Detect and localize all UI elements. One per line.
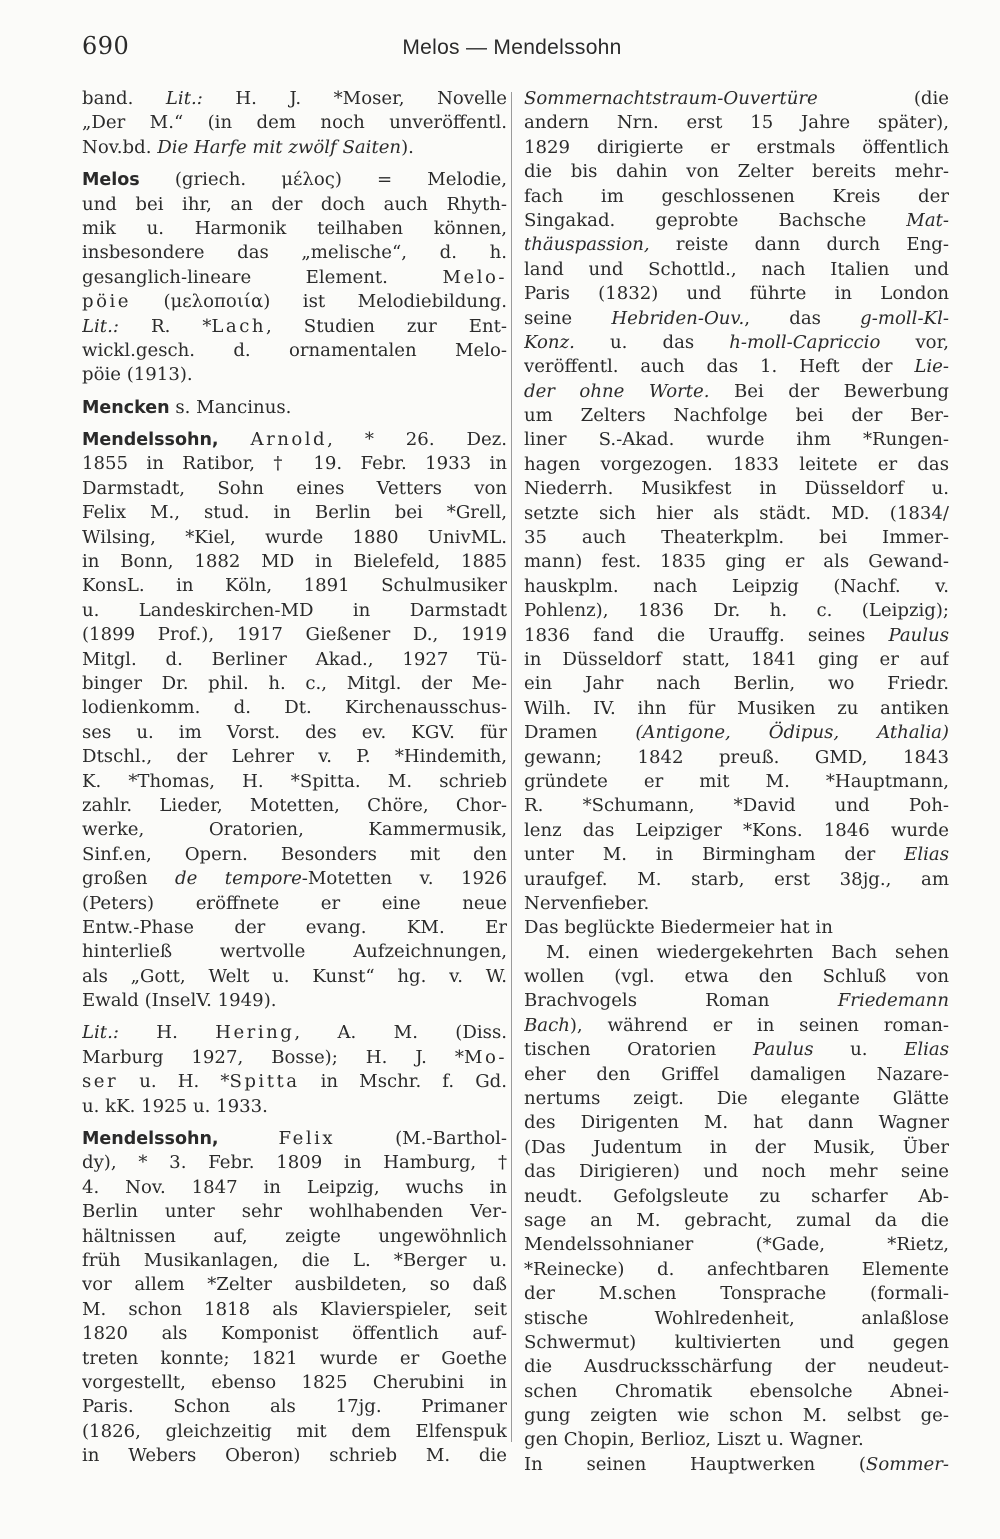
text-line — [524, 209, 949, 233]
text-run: u. — [813, 1039, 905, 1061]
text-line — [82, 266, 507, 290]
text-line — [524, 819, 949, 843]
text-run: Dtschl., der Lehrer v. P. *Hindemith, — [82, 746, 507, 768]
text-run: sage an M. gebracht, zumal da die — [524, 1209, 949, 1231]
page-header — [82, 28, 942, 68]
text-line — [82, 315, 507, 339]
text-line — [82, 526, 507, 550]
text-line — [82, 892, 507, 916]
text-line — [524, 941, 949, 965]
text-line — [82, 1151, 507, 1175]
spaced-name: pöie — [82, 291, 131, 313]
text-line — [82, 111, 507, 135]
text-line — [82, 1273, 507, 1297]
text-line — [82, 1249, 507, 1273]
text-run: (1826, gleichzeitig mit dem Elfenspuk — [82, 1420, 507, 1442]
text-line — [524, 1404, 949, 1428]
text-line — [524, 87, 949, 111]
spaced-name: ser — [82, 1071, 119, 1093]
text-line — [82, 916, 507, 940]
italic-text: thäuspassion, — [524, 234, 650, 256]
text-line — [82, 1070, 507, 1094]
text-line — [524, 1282, 949, 1306]
text-run — [219, 1128, 279, 1149]
text-run: in Mschr. f. Gd. — [299, 1071, 507, 1093]
entry-headword: Melos — [82, 170, 140, 191]
text-line — [524, 1258, 949, 1282]
text-run: Ewald (InselV. 1949). — [82, 990, 277, 1012]
text-line — [82, 794, 507, 818]
text-run: Mitgl. d. Berliner Akad., 1927 Tü- — [82, 648, 507, 670]
text-run: Felix M., stud. in Berlin bei *Grell, — [82, 502, 507, 524]
text-run: ), während er in seinen roman- — [569, 1014, 949, 1036]
text-line — [524, 404, 949, 428]
text-line — [82, 965, 507, 989]
text-line — [524, 282, 949, 306]
text-run: seine — [524, 307, 612, 329]
italic-text: Lit.: — [82, 1022, 119, 1044]
text-run: Mendelssohnianer (*Gade, *Rietz, — [524, 1234, 949, 1256]
text-line — [82, 672, 507, 696]
text-run: u. das — [574, 331, 730, 353]
text-line — [82, 396, 507, 420]
italic-text: Paulus — [888, 624, 949, 646]
spaced-name: Spitta — [229, 1071, 300, 1093]
text-run: „Der M.“ (in dem noch unveröffentl. — [82, 112, 507, 134]
text-run: Nov.bd. — [82, 136, 158, 158]
text-line — [524, 1185, 949, 1209]
spaced-name: Mo- — [463, 1046, 507, 1068]
text-line — [524, 892, 949, 916]
text-run: pöie (1913). — [82, 364, 193, 386]
text-run: M. einen wiedergekehrten Bach sehen — [546, 941, 949, 963]
text-run: in Düsseldorf statt, 1841 ging er auf — [524, 648, 949, 670]
text-run: , Studien zur Ent- — [266, 315, 507, 337]
text-line — [82, 339, 507, 363]
text-line — [524, 453, 949, 477]
text-run: Entw.-Phase der evang. KM. Er — [82, 916, 507, 938]
text-run: 35 auch Theaterkplm. bei Immer- — [524, 527, 949, 549]
text-line — [524, 697, 949, 721]
text-line — [82, 843, 507, 867]
text-run: Paris. Schon als 17jg. Primaner — [82, 1396, 507, 1418]
text-run: , das — [744, 307, 861, 329]
text-line — [82, 1176, 507, 1200]
text-run: 1829 dirigierte er erstmals öffentlich — [524, 136, 949, 158]
spaced-name: Felix — [278, 1128, 336, 1150]
text-line — [524, 185, 949, 209]
text-line — [82, 1347, 507, 1371]
text-line — [82, 1420, 507, 1444]
text-line — [524, 1380, 949, 1404]
text-run: Paris (1832) und führte in London — [524, 283, 949, 305]
text-line — [524, 843, 949, 867]
text-run: Dramen — [524, 722, 636, 744]
text-run: Das beglückte Biedermeier hat in — [524, 917, 833, 939]
entry-headword: Mendelssohn, — [82, 1129, 219, 1150]
text-run: mann) fest. 1835 ging er als Gewand- — [524, 551, 949, 573]
text-run: 1820 als Komponist öffentlich auf- — [82, 1323, 507, 1345]
text-run: stische Wohlredenheit, anlaßlose — [524, 1307, 949, 1329]
text-run: in Bonn, 1882 MD in Bielefeld, 1885 — [82, 551, 507, 573]
text-line — [524, 1209, 949, 1233]
text-line — [82, 501, 507, 525]
text-line — [524, 868, 949, 892]
text-run: ses u. im Vorst. des ev. KGV. für — [82, 721, 507, 743]
text-run: vorgestellt, ebenso 1825 Cherubini in — [82, 1371, 507, 1393]
text-run: K. *Thomas, H. *Spitta. M. schrieb — [82, 770, 507, 792]
italic-text: der ohne Worte. — [524, 380, 710, 402]
text-run: band. — [82, 88, 166, 109]
text-run: hältnissen auf, zeigte ungewöhnlich — [82, 1225, 507, 1247]
text-line — [82, 623, 507, 647]
text-run: *Reinecke) d. anfechtbaren Elemente — [524, 1258, 949, 1280]
text-line — [524, 1136, 949, 1160]
running-title: Melos — Mendelssohn — [402, 36, 622, 59]
text-line — [524, 355, 949, 379]
text-line — [524, 1428, 949, 1452]
text-run: tischen Oratorien — [524, 1039, 753, 1061]
spaced-name: Melo- — [442, 266, 507, 288]
spaced-name: Arnold — [250, 429, 328, 451]
text-line — [82, 599, 507, 623]
text-run: R. *Schumann, *David und Poh- — [524, 795, 949, 817]
text-run: (Peters) eröffnete er eine neue — [82, 892, 507, 914]
text-line — [524, 1014, 949, 1038]
text-line — [82, 696, 507, 720]
text-line — [82, 1298, 507, 1322]
text-line — [82, 428, 507, 452]
text-line — [524, 1453, 949, 1477]
text-line — [524, 502, 949, 526]
text-run: gung zeigten wie schon M. selbst ge- — [524, 1405, 949, 1427]
text-line — [524, 916, 949, 940]
italic-text: h-moll-Capriccio — [729, 331, 881, 353]
text-run: setzte sich hier als städt. MD. (1834/ — [524, 502, 949, 524]
text-run: die Ausdrucksschärfung der neudeut- — [524, 1356, 949, 1378]
text-run: vor, — [880, 331, 949, 353]
text-line — [82, 867, 507, 891]
text-line — [82, 452, 507, 476]
text-run: M. schon 1818 als Klavierspieler, seit — [82, 1298, 507, 1320]
text-run: hauskplm. nach Leipzig (Nachf. v. — [524, 575, 949, 597]
text-line — [524, 258, 949, 282]
text-run: s. Mancinus. — [169, 396, 292, 418]
text-run: in Webers Oberon) schrieb M. die — [82, 1445, 507, 1467]
text-run: In seinen Hauptwerken ( — [524, 1453, 866, 1475]
text-line — [524, 1307, 949, 1331]
italic-text: Hebriden-Ouv. — [611, 307, 745, 329]
text-run: fach im geschlossenen Kreis der — [524, 185, 949, 207]
text-line — [82, 241, 507, 265]
text-run: R. * — [118, 315, 212, 337]
text-run: ein Jahr nach Berlin, wo Friedr. — [524, 673, 949, 695]
text-run: hagen vorgezogen. 1833 leitete er das — [524, 453, 949, 475]
text-line — [82, 1046, 507, 1070]
text-run: Marburg 1927, Bosse); H. J. * — [82, 1046, 464, 1068]
text-run: hinterließ wertvolle Aufzeichnungen, — [82, 941, 507, 963]
italic-text: g-moll-Kl- — [860, 307, 949, 329]
text-run: H. J. *Moser, Novelle — [202, 88, 507, 109]
text-line — [524, 307, 949, 331]
text-run: früh Musikanlagen, die L. *Berger u. — [82, 1249, 507, 1271]
text-run: u. Landeskirchen-MD in Darmstadt — [82, 599, 507, 621]
italic-text: Lie- — [914, 356, 949, 378]
text-run: gesanglich-lineare Element. — [82, 266, 443, 288]
text-line — [524, 1087, 949, 1111]
text-line — [82, 1444, 507, 1468]
text-line — [82, 574, 507, 598]
text-run: wickl.gesch. d. ornamentalen Melo- — [82, 339, 507, 361]
text-line — [524, 989, 949, 1013]
text-run: (μελοποιία) ist Melodiebildung. — [130, 291, 507, 313]
text-line — [82, 1127, 507, 1151]
entry-headword: Mendelssohn, — [82, 430, 219, 451]
text-run: nertums zeigt. Die elegante Glätte — [524, 1088, 949, 1110]
text-line — [524, 233, 949, 257]
text-run: lodienkomm. d. Dt. Kirchenausschus- — [82, 697, 507, 719]
entry-headword: Mencken — [82, 397, 170, 418]
text-line — [82, 550, 507, 574]
text-line — [524, 1160, 949, 1184]
spaced-name: Lach — [211, 315, 267, 337]
text-run: veröffentl. auch das 1. Heft der — [524, 356, 915, 378]
text-run: reiste dann durch Eng- — [649, 234, 949, 256]
text-run: mik u. Harmonik teilhaben können, — [82, 217, 507, 239]
text-line — [82, 1225, 507, 1249]
text-run: , A. M. (Diss. — [294, 1022, 507, 1044]
italic-text: Lit.: — [82, 315, 119, 337]
text-run: ). — [401, 136, 414, 158]
text-run: land und Schottld., nach Italien und — [524, 258, 949, 280]
text-line — [524, 477, 949, 501]
text-run: Nervenfieber. — [524, 892, 650, 914]
text-line — [82, 989, 507, 1013]
text-line — [82, 1200, 507, 1224]
italic-text: Sommernachtstraum-Ouvertüre — [524, 88, 818, 109]
text-run: Bei der Bewerbung — [709, 380, 949, 402]
text-line — [524, 160, 949, 184]
text-line — [524, 1038, 949, 1062]
text-line — [82, 136, 507, 160]
text-run: (die — [817, 88, 949, 109]
text-run: (1899 Prof.), 1917 Gießener D., 1919 — [82, 624, 507, 646]
text-run: binger Dr. phil. h. c., Mitgl. der Me- — [82, 672, 507, 694]
text-line — [82, 818, 507, 842]
text-run: , * 26. Dez. — [327, 429, 507, 451]
text-run: Pohlenz), 1836 Dr. h. c. (Leipzig); — [524, 600, 949, 622]
text-run: großen — [82, 868, 176, 890]
italic-text: (Antigone, Ödipus, Athalia) — [635, 722, 949, 744]
text-run: Darmstadt, Sohn eines Vetters von — [82, 477, 507, 499]
text-line — [82, 648, 507, 672]
text-run: dy), * 3. Febr. 1809 in Hamburg, † — [82, 1152, 507, 1174]
text-run: gründete er mit M. *Hauptmann, — [524, 770, 949, 792]
column-divider — [511, 92, 512, 1442]
text-run: neudt. Gefolgsleute zu scharfer Ab- — [524, 1185, 949, 1207]
text-line — [524, 428, 949, 452]
text-line — [82, 770, 507, 794]
spaced-name: Hering — [215, 1022, 295, 1044]
text-line — [82, 477, 507, 501]
text-line — [524, 380, 949, 404]
text-run: KonsL. in Köln, 1891 Schulmusiker — [82, 575, 507, 597]
text-line — [82, 1371, 507, 1395]
text-line — [82, 940, 507, 964]
text-run: als „Gott, Welt u. Kunst“ hg. v. W. — [82, 965, 507, 987]
text-run: der M.schen Tonsprache (formali- — [524, 1283, 949, 1305]
text-line — [524, 648, 949, 672]
text-line — [524, 672, 949, 696]
text-run: u. H. * — [118, 1071, 230, 1093]
italic-text: Die Harfe mit zwölf Saiten — [157, 136, 402, 158]
text-line — [524, 111, 949, 135]
text-run: Singakad. geprobte Bachsche — [524, 209, 907, 231]
page-number: 690 — [82, 32, 130, 60]
text-line — [82, 87, 507, 111]
text-line — [524, 1111, 949, 1135]
text-run: die bis dahin von Zelter bereits mehr- — [524, 161, 949, 183]
text-run: wollen (vgl. etwa den Schluß von — [524, 966, 949, 988]
italic-text: de tempore — [175, 868, 302, 890]
text-line — [82, 1095, 507, 1119]
text-line — [524, 1063, 949, 1087]
text-line — [82, 721, 507, 745]
text-run: (M.-Barthol- — [335, 1128, 507, 1150]
text-run: insbesondere das „melische“, d. h. — [82, 242, 507, 264]
text-run: gewann; 1842 preuß. GMD, 1843 — [524, 746, 949, 768]
text-run: liner S.-Akad. wurde ihm *Rungen- — [524, 429, 949, 451]
italic-text: Mat- — [906, 209, 949, 231]
text-run: 1855 in Ratibor, † 19. Febr. 1933 in — [82, 453, 507, 475]
text-run: um Zelters Nachfolge bei der Ber- — [524, 405, 949, 427]
text-run: 4. Nov. 1847 in Leipzig, wuchs in — [82, 1176, 507, 1198]
right-column — [524, 87, 949, 1477]
text-line — [524, 136, 949, 160]
text-line — [524, 599, 949, 623]
italic-text: Elias — [904, 844, 949, 866]
text-line — [524, 1355, 949, 1379]
text-line — [524, 965, 949, 989]
text-run: Berlin unter sehr wohlhabenden Ver- — [82, 1201, 507, 1223]
text-line — [524, 624, 949, 648]
text-run: Sinf.en, Opern. Besonders mit den — [82, 843, 507, 865]
text-run: Wilsing, *Kiel, wurde 1880 UnivML. — [82, 526, 507, 548]
italic-text: Sommer- — [865, 1453, 949, 1475]
text-line — [82, 217, 507, 241]
text-line — [82, 168, 507, 192]
text-run: gen Chopin, Berlioz, Liszt u. Wagner. — [524, 1429, 864, 1451]
text-line — [524, 770, 949, 794]
text-run: treten konnte; 1821 wurde er Goethe — [82, 1347, 507, 1369]
italic-text: Lit.: — [165, 88, 203, 109]
text-line — [524, 721, 949, 745]
text-run: das Dirigieren) und noch mehr seine — [524, 1161, 949, 1183]
italic-text: Konz. — [524, 331, 575, 353]
text-run: unter M. in Birmingham der — [524, 844, 905, 866]
text-line — [524, 550, 949, 574]
italic-text: Elias — [904, 1039, 949, 1061]
text-line — [524, 746, 949, 770]
left-column — [82, 87, 507, 1468]
text-run: Wilh. IV. ihn für Musiken zu antiken — [524, 697, 949, 719]
italic-text: Paulus — [752, 1039, 814, 1061]
text-run: Brachvogels Roman — [524, 990, 838, 1012]
text-line — [82, 1322, 507, 1346]
text-run: eher den Griffel damaligen Nazare- — [524, 1063, 949, 1085]
italic-text: Bach — [524, 1014, 570, 1036]
text-line — [82, 193, 507, 217]
italic-text: Friedemann — [837, 990, 949, 1012]
text-run — [219, 429, 251, 450]
text-run: 1836 fand die Urauffg. seines — [524, 624, 889, 646]
text-run: (griech. μέλος) = Melodie, — [139, 169, 507, 191]
text-run: des Dirigenten M. hat dann Wagner — [524, 1112, 949, 1134]
text-run: lenz das Leipziger *Kons. 1846 wurde — [524, 819, 949, 841]
text-line — [82, 1395, 507, 1419]
text-run: Schwermut) kultivierten und gegen — [524, 1331, 949, 1353]
text-run: zahlr. Lieder, Motetten, Chöre, Chor- — [82, 794, 507, 816]
text-run: H. — [118, 1022, 216, 1044]
text-run: uraufgef. M. starb, erst 38jg., am — [524, 868, 949, 890]
text-run: (Das Judentum in der Musik, Über — [524, 1136, 949, 1158]
text-run: u. kK. 1925 u. 1933. — [82, 1095, 268, 1117]
text-run: werke, Oratorien, Kammermusik, — [82, 819, 507, 841]
text-line — [524, 794, 949, 818]
text-line — [82, 745, 507, 769]
text-line — [524, 1331, 949, 1355]
text-run: vor allem *Zelter ausbildeten, so daß — [82, 1274, 507, 1296]
text-run: und bei ihr, an der doch auch Rhyth- — [82, 193, 507, 215]
text-line — [524, 1233, 949, 1257]
text-run: Niederrh. Musikfest in Düsseldorf u. — [524, 478, 949, 500]
text-run: schen Chromatik ebensolche Abnei- — [524, 1380, 949, 1402]
text-line — [82, 363, 507, 387]
text-line — [82, 1021, 507, 1045]
text-line — [82, 290, 507, 314]
text-line — [524, 526, 949, 550]
text-line — [524, 331, 949, 355]
text-run: -Motetten v. 1926 — [301, 868, 507, 890]
text-line — [524, 575, 949, 599]
text-run: andern Nrn. erst 15 Jahre später), — [524, 112, 949, 134]
